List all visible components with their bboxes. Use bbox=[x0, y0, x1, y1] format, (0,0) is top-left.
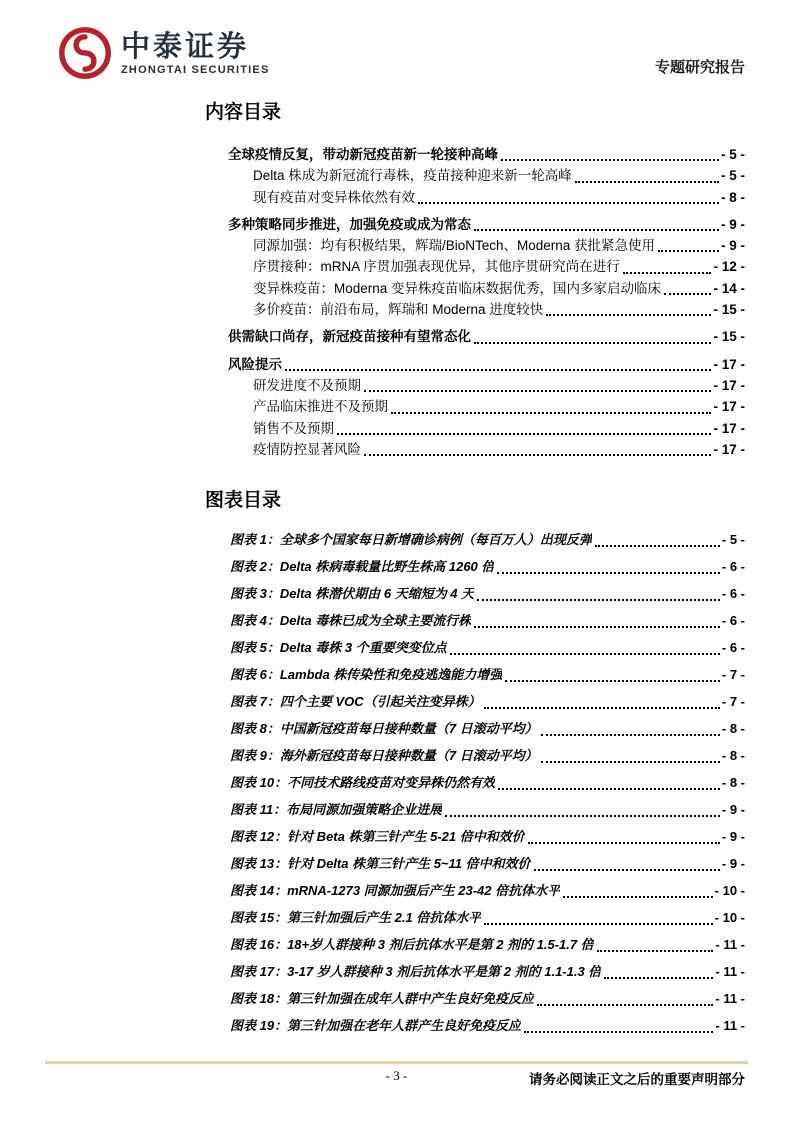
logo-text bbox=[121, 30, 270, 77]
dotted-leader bbox=[477, 599, 720, 601]
toc-entry-page-number: - 17 - bbox=[713, 356, 745, 372]
figures-section bbox=[205, 488, 745, 1039]
dotted-leader bbox=[597, 950, 714, 952]
toc-entry-page-number: - 9 - bbox=[721, 829, 745, 844]
toc-entry-label: 现有疫苗对变异株依然有效 bbox=[253, 189, 415, 205]
figure-entry[interactable] bbox=[230, 553, 745, 580]
toc-entry-label: 图表 13：针对 Delta 株第三针产生 5~11 倍中和效价 bbox=[230, 856, 531, 871]
toc-entry-page-number: - 5 - bbox=[721, 532, 745, 547]
toc-entry-page-number: - 9 - bbox=[721, 856, 745, 871]
toc-entry-page-number: - 11 - bbox=[715, 991, 745, 1006]
dotted-leader bbox=[541, 734, 720, 736]
dotted-leader bbox=[537, 1004, 713, 1006]
toc-entry-page-number: - 6 - bbox=[721, 613, 745, 628]
figure-entry[interactable] bbox=[230, 661, 745, 688]
footer-page-number: - 3 - bbox=[385, 1068, 408, 1083]
figure-entry[interactable] bbox=[230, 796, 745, 823]
toc-entry[interactable] bbox=[228, 354, 745, 375]
toc-entry-label: 图表 16：18+岁人群接种 3 剂后抗体水平是第 2 剂的 1.5-1.7 倍 bbox=[230, 937, 594, 952]
toc-entry[interactable] bbox=[228, 278, 745, 299]
report-type-label: 专题研究报告 bbox=[654, 60, 745, 76]
toc-list bbox=[228, 144, 745, 460]
logo-name-en: ZHONGTAI SECURITIES bbox=[121, 63, 270, 76]
dotted-leader bbox=[474, 229, 719, 231]
toc-entry-page-number: - 6 - bbox=[721, 586, 745, 601]
figure-entry[interactable] bbox=[230, 904, 745, 931]
toc-entry-page-number: - 17 - bbox=[713, 399, 745, 415]
dotted-leader bbox=[563, 896, 713, 898]
toc-entry-label: 风险提示 bbox=[228, 356, 282, 372]
dotted-leader bbox=[364, 454, 711, 456]
figure-entry[interactable] bbox=[230, 850, 745, 877]
toc-entry-page-number: - 8 - bbox=[720, 189, 745, 205]
dotted-leader bbox=[595, 545, 720, 547]
toc-entry-label: 图表 15：第三针加强后产生 2.1 倍抗体水平 bbox=[230, 910, 482, 925]
toc-entry-page-number: - 7 - bbox=[721, 694, 745, 709]
figure-entry[interactable] bbox=[230, 580, 745, 607]
toc-entry-page-number: - 7 - bbox=[721, 667, 745, 682]
toc-entry-label: 多种策略同步推进，加强免疫或成为常态 bbox=[228, 216, 471, 232]
toc-entry-label: 产品临床推进不及预期 bbox=[253, 399, 388, 415]
toc-entry[interactable] bbox=[228, 144, 745, 165]
toc-entry-page-number: - 8 - bbox=[721, 775, 745, 790]
figure-entry[interactable] bbox=[230, 742, 745, 769]
toc-entry-label: 图表 7：四个主要 VOC（引起关注变异株） bbox=[230, 694, 481, 709]
logo-name-cn: 中泰证券 bbox=[121, 30, 250, 63]
toc-entry-label: 图表 8：中国新冠疫苗每日接种数量（7 日滚动平均） bbox=[230, 721, 538, 736]
toc-entry-label: 供需缺口尚存，新冠疫苗接种有望常态化 bbox=[228, 329, 471, 345]
dotted-leader bbox=[575, 181, 719, 183]
toc-entry-label: 销售不及预期 bbox=[253, 420, 334, 436]
toc-entry-label: 图表 10：不同技术路线疫苗对变异株仍然有效 bbox=[230, 775, 496, 790]
toc-entry-label: 图表 2：Delta 株病毒载量比野生株高 1260 倍 bbox=[230, 559, 495, 574]
dotted-leader bbox=[474, 342, 711, 344]
toc-entry-label: 图表 6：Lambda 株传染性和免疫逃逸能力增强 bbox=[230, 667, 503, 682]
figure-entry[interactable] bbox=[230, 823, 745, 850]
toc-entry-page-number: - 10 - bbox=[714, 910, 745, 925]
toc-entry-label: 序贯接种：mRNA 序贯加强表现优异，其他序贯研究尚在进行 bbox=[253, 259, 620, 275]
figure-entry[interactable] bbox=[230, 985, 745, 1012]
figures-list bbox=[230, 526, 745, 1039]
toc-entry-page-number: - 17 - bbox=[713, 377, 745, 393]
figure-entry[interactable] bbox=[230, 526, 745, 553]
dotted-leader bbox=[534, 869, 720, 871]
page-header bbox=[58, 26, 745, 80]
dotted-leader bbox=[546, 314, 711, 316]
toc-entry-page-number: - 14 - bbox=[713, 280, 745, 296]
toc-entry-label: 图表 5：Delta 毒株 3 个重要突变位点 bbox=[230, 640, 447, 655]
figure-entry[interactable] bbox=[230, 958, 745, 985]
toc-entry-page-number: - 8 - bbox=[721, 721, 745, 736]
company-logo bbox=[58, 26, 270, 80]
dotted-leader bbox=[445, 815, 720, 817]
dotted-leader bbox=[484, 923, 712, 925]
toc-entry-label: 全球疫情反复，带动新冠疫苗新一轮接种高峰 bbox=[228, 147, 498, 162]
dotted-leader bbox=[418, 202, 719, 204]
toc-entry-label: 疫情防控显著风险 bbox=[253, 441, 361, 457]
toc-entry[interactable] bbox=[228, 326, 745, 347]
toc-entry-page-number: - 9 - bbox=[721, 802, 745, 817]
figure-entry[interactable] bbox=[230, 607, 745, 634]
dotted-leader bbox=[497, 572, 719, 574]
toc-entry-page-number: - 15 - bbox=[713, 302, 745, 318]
toc-entry[interactable] bbox=[228, 439, 745, 460]
toc-entry-page-number: - 9 - bbox=[720, 216, 745, 232]
toc-entry[interactable] bbox=[228, 187, 745, 208]
footer-divider bbox=[45, 1061, 748, 1064]
toc-entry-page-number: - 11 - bbox=[715, 1018, 745, 1033]
toc-entry-label: 图表 9：海外新冠疫苗每日接种数量（7 日滚动平均） bbox=[230, 748, 538, 763]
toc-entry-label: 多价疫苗：前沿布局，辉瑞和 Moderna 进度较快 bbox=[253, 302, 544, 318]
figure-entry[interactable] bbox=[230, 931, 745, 958]
dotted-leader bbox=[505, 680, 720, 682]
toc-entry-page-number: - 17 - bbox=[713, 441, 745, 457]
toc-entry[interactable] bbox=[228, 299, 745, 320]
toc-entry-page-number: - 8 - bbox=[721, 748, 745, 763]
dotted-leader bbox=[604, 977, 713, 979]
toc-entry-page-number: - 5 - bbox=[720, 147, 745, 162]
dotted-leader bbox=[664, 293, 711, 295]
dotted-leader bbox=[484, 707, 720, 709]
toc-entry-label: 变异株疫苗：Moderna 变异株疫苗临床数据优秀，国内多家启动临床 bbox=[253, 280, 662, 296]
toc-entry[interactable] bbox=[228, 418, 745, 439]
dotted-leader bbox=[541, 761, 720, 763]
toc-entry[interactable] bbox=[228, 375, 745, 396]
toc-entry[interactable] bbox=[228, 256, 745, 277]
dotted-leader bbox=[391, 412, 711, 414]
dotted-leader bbox=[474, 626, 720, 628]
toc-entry-label: 图表 1：全球多个国家每日新增确诊病例（每百万人）出现反弹 bbox=[230, 532, 592, 547]
toc-entry-label: 图表 19：第三针加强在老年人群产生良好免疫反应 bbox=[230, 1018, 522, 1033]
toc-entry-label: 图表 12：针对 Beta 株第三针产生 5-21 倍中和效价 bbox=[230, 829, 525, 844]
footer-disclaimer: 请务必阅读正文之后的重要声明部分 bbox=[529, 1072, 745, 1087]
toc-title: 内容目录 bbox=[205, 102, 282, 123]
toc-entry-label: 图表 3：Delta 株潜伏期由 6 天缩短为 4 天 bbox=[230, 586, 475, 601]
toc-entry-label: 图表 17：3-17 岁人群接种 3 剂后抗体水平是第 2 剂的 1.1-1.3 倍 bbox=[230, 964, 602, 979]
figure-entry[interactable] bbox=[230, 634, 745, 661]
toc-entry-page-number: - 11 - bbox=[715, 964, 745, 979]
figure-entry[interactable] bbox=[230, 877, 745, 904]
toc-entry[interactable] bbox=[228, 235, 745, 256]
figures-title: 图表目录 bbox=[205, 490, 282, 511]
toc-entry[interactable] bbox=[228, 214, 745, 235]
toc-entry-label: 图表 4：Delta 毒株已成为全球主要流行株 bbox=[230, 613, 472, 628]
toc-entry[interactable] bbox=[228, 165, 745, 186]
dotted-leader bbox=[623, 272, 712, 274]
zhongtai-logo-icon bbox=[58, 26, 112, 80]
figure-entry[interactable] bbox=[230, 1012, 745, 1039]
toc-entry-page-number: - 6 - bbox=[721, 559, 745, 574]
toc-entry[interactable] bbox=[228, 396, 745, 417]
toc-section bbox=[205, 100, 745, 460]
dotted-leader bbox=[524, 1031, 713, 1033]
toc-entry-page-number: - 17 - bbox=[713, 420, 745, 436]
toc-entry-label: 同源加强：均有积极结果，辉瑞/BioNTech、Moderna 获批紧急使用 bbox=[253, 238, 656, 254]
figure-entry[interactable] bbox=[230, 715, 745, 742]
toc-entry-page-number: - 9 - bbox=[720, 238, 745, 254]
dotted-leader bbox=[528, 842, 720, 844]
dotted-leader bbox=[364, 390, 711, 392]
toc-entry-page-number: - 5 - bbox=[720, 168, 745, 184]
dotted-leader bbox=[658, 250, 719, 252]
figure-entry[interactable] bbox=[230, 688, 745, 715]
toc-entry-page-number: - 10 - bbox=[714, 883, 745, 898]
dotted-leader bbox=[285, 369, 711, 371]
toc-entry-label: 图表 14：mRNA-1273 同源加强后产生 23-42 倍抗体水平 bbox=[230, 883, 561, 898]
dotted-leader bbox=[501, 159, 719, 161]
toc-entry-label: 图表 11：布局同源加强策略企业进展 bbox=[230, 802, 443, 817]
dotted-leader bbox=[498, 788, 720, 790]
dotted-leader bbox=[450, 653, 720, 655]
toc-entry-label: 研发进度不及预期 bbox=[253, 377, 361, 393]
toc-entry-label: 图表 18：第三针加强在成年人群中产生良好免疫反应 bbox=[230, 991, 535, 1006]
toc-entry-page-number: - 15 - bbox=[713, 329, 745, 345]
dotted-leader bbox=[337, 433, 711, 435]
toc-entry-page-number: - 6 - bbox=[721, 640, 745, 655]
toc-entry-page-number: - 12 - bbox=[713, 259, 745, 275]
figure-entry[interactable] bbox=[230, 769, 745, 796]
toc-entry-label: Delta 株成为新冠流行毒株，疫苗接种迎来新一轮高峰 bbox=[253, 168, 572, 184]
toc-entry-page-number: - 11 - bbox=[715, 937, 745, 952]
